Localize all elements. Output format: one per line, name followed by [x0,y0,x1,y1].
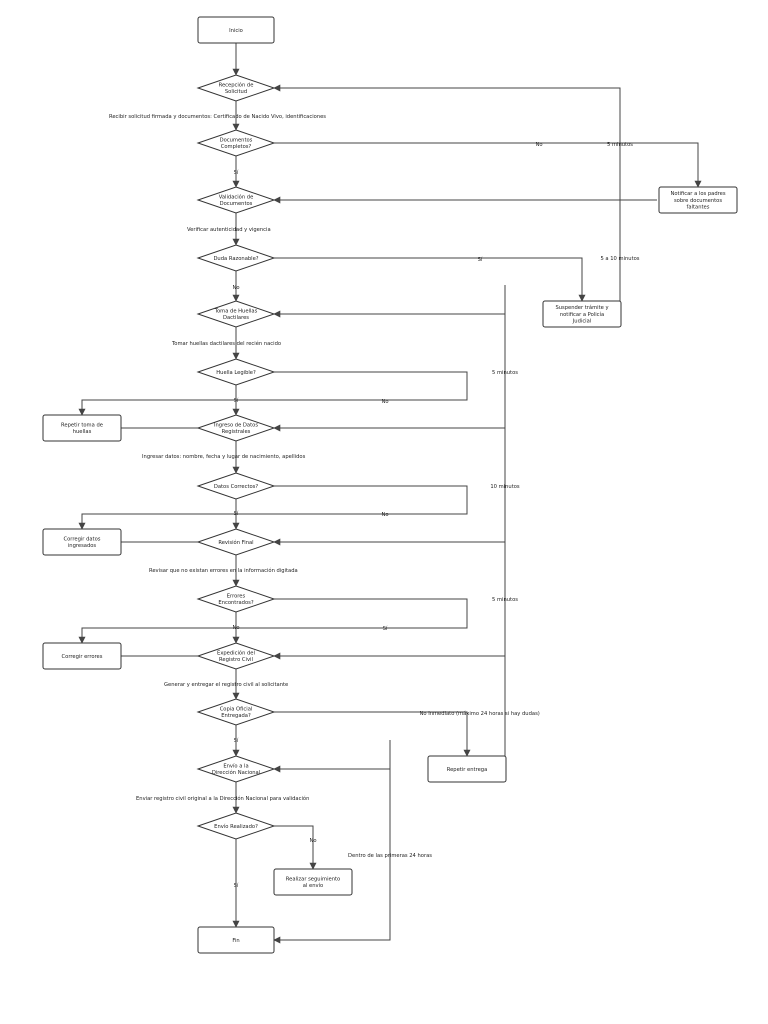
node-docs-completos [198,130,274,156]
node-label: Ingreso de Datos Registrales [213,422,259,436]
time-note: Dentro de las primeras 24 horas [348,852,432,859]
node-label: Duda Razonable? [213,255,259,262]
edge-seguimiento-envio [274,740,390,882]
node-repetir-entrega [428,756,506,782]
node-corregir-datos [43,529,121,555]
edge-notificar-recepcion [274,88,657,200]
node-label: Repetir entrega [446,766,488,773]
edge-label: No [232,624,240,631]
edge-repetir-huellas [121,285,505,428]
edge-label: Sí [233,882,239,889]
node-label: Corregir datos ingresados [63,536,101,550]
node-label: Documentos Completos? [219,137,253,151]
node-label: Recepción de Solicitud [218,82,254,96]
step-note: Enviar registro civil original a la Dirección Nacional para validación [136,795,310,802]
edge-label: Sí [382,625,388,632]
node-duda-razonable [198,245,274,271]
node-label: Copia Oficial Entregada? [219,706,253,720]
edge-label: No [381,398,389,405]
node-label: Suspender trámite y notificar a Policía Judicial [555,305,609,325]
node-label: Corregir errores [61,653,103,660]
node-copia-oficial [198,699,274,725]
node-huella-legible [198,359,274,385]
node-label: Toma de Huellas Dactilares [214,308,258,322]
time-note: 5 a 10 minutos [600,255,640,262]
node-label: Fin [232,937,240,944]
node-inicio [198,17,274,43]
edge-label: Sí [233,510,239,517]
node-revision-final [198,529,274,555]
edge-label: Sí [233,737,239,744]
node-toma-huellas [198,301,274,327]
edge-label: Sí [233,169,239,176]
flowchart-edges [82,43,698,940]
node-label: Inicio [229,27,243,34]
node-expedicion [198,643,274,669]
node-ingreso-datos [198,415,274,441]
edge-label: No [419,710,427,717]
edge-huella-repetir [82,369,467,415]
edge-label: Sí [233,397,239,404]
edge-label: No [232,284,240,291]
edge-datos-corregir [82,483,467,529]
edge-errores-corregir [82,599,467,643]
step-note: Generar y entregar el registro civil al solicitante [164,681,289,688]
node-validacion-docs [198,187,274,213]
edge-label: No [309,837,317,844]
step-note: Tomar huellas dactilares del recién nacido [172,340,282,347]
node-label: Expedición del Registro Civil [217,650,255,664]
node-label: Envío a la Dirección Nacional [211,763,261,777]
edge-envio-seguimiento [274,826,313,869]
edge-corregir-ingreso [121,428,505,542]
step-note: Verificar autenticidad y vigencia [187,226,271,233]
node-label: Notificar a los padres sobre documentos faltantes [670,191,726,211]
node-label: Errores Encontrados? [218,593,254,607]
node-fin [198,927,274,953]
flowchart-labels [109,114,640,889]
node-errores-encontrados [198,586,274,612]
node-label: Realizar seguimiento al envío [285,876,341,890]
node-label: Envío Realizado? [214,823,258,830]
step-note: Recibir solicitud firmada y documentos: Certificado de Nacido Vivo, identificaciones [109,113,327,120]
node-repetir-huellas [43,415,121,441]
edge-suspender-validacion [274,200,620,301]
node-label: Revisión Final [218,539,254,546]
edge-label: Sí [477,256,483,263]
node-label: Repetir toma de huellas [61,422,103,436]
edge-label: No [535,141,543,148]
node-notificar-padres [659,187,737,213]
edge-docs-notificar [274,143,698,187]
node-suspender [543,301,621,327]
time-note: 5 minutos [492,596,518,603]
node-datos-correctos [198,473,274,499]
node-label: Datos Correctos? [213,483,259,490]
edge-duda-suspender [274,258,582,301]
edge-label: No [381,511,389,518]
step-note: Revisar que no existan errores en la información digitada [149,567,298,574]
edge-copia-repetir [274,712,467,756]
step-note: Ingresar datos: nombre, fecha y lugar de nacimiento, apellidos [142,453,306,460]
node-recepcion [198,75,274,101]
node-envio-direccion [198,756,274,782]
node-corregir-errores [43,643,121,669]
time-note: Inmediato (máximo 24 horas si hay dudas) [428,710,540,717]
node-envio-realizado [198,813,274,839]
node-seguimiento [274,869,352,895]
node-label: Huella Legible? [216,369,256,376]
node-label: Validación de Documentos [218,194,254,208]
time-note: 10 minutos [490,483,520,490]
time-note: 5 minutos [492,369,518,376]
time-note: 5 minutos [607,141,633,148]
